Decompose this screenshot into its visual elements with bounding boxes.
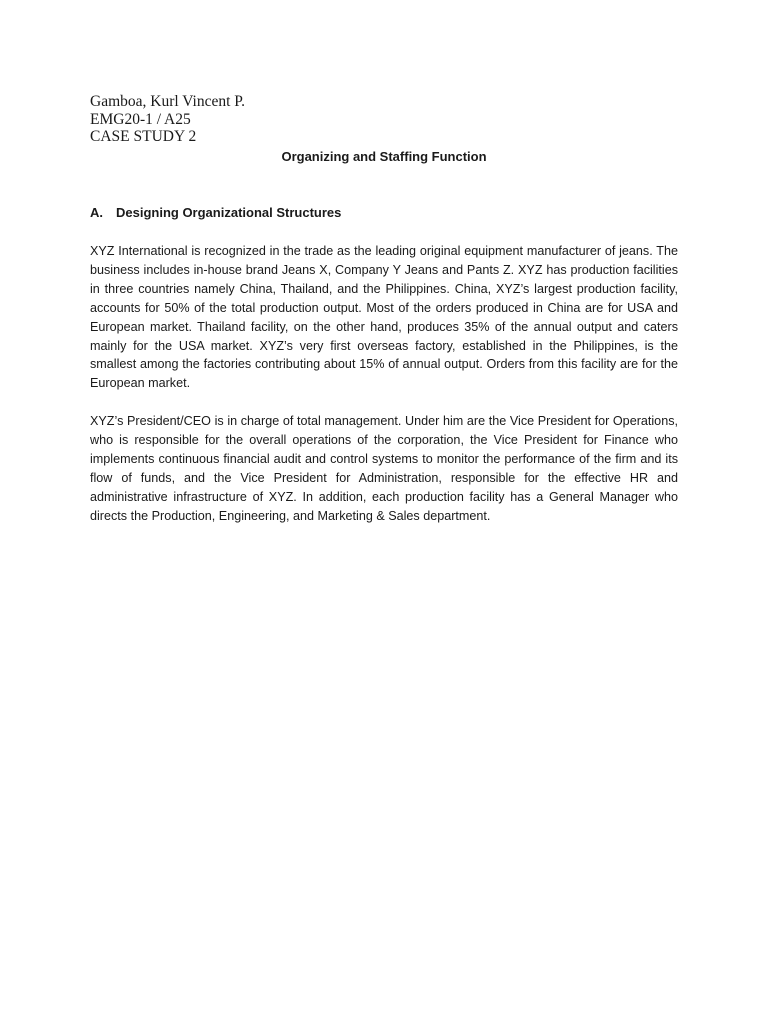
- document-header: [90, 93, 245, 146]
- author-name: Gamboa, Kurl Vincent P.: [90, 93, 246, 110]
- body-paragraph-2: XYZ’s President/CEO is in charge of total management. Under him are the Vice President for Operations, who is responsible for the overall operations of the corporation, the Vice President for Finance who implements continuous financial audit and control systems to monitor the performance of the firm and its flow of funds, and the Vice President for Administration, responsible for the effective HR and administrative infrastructure of XYZ. In addition, each production facility has a General Manager who directs the Production, Engineering, and Marketing & Sales department.: [90, 414, 678, 523]
- course-code: EMG20-1 / A25: [90, 110, 191, 128]
- section-heading-text: Designing Organizational Structures: [116, 205, 342, 220]
- document-title: Organizing and Staffing Function: [281, 149, 487, 164]
- section-heading: [90, 204, 341, 222]
- assignment-label: CASE STUDY 2: [90, 128, 197, 145]
- body-paragraph-1: XYZ International is recognized in the trade as the leading original equipment manufacturer of jeans. The business includes in-house brand Jeans X, Company Y Jeans and Pants Z. XYZ has production facilities in three countries namely China, Thailand, and the Philippines. China, XYZ’s largest production facility, accounts for 50% of the total production output. Most of the orders produced in China are for USA and European market. Thailand facility, on the other hand, produces 35% of the annual output and caters mainly for the USA market. XYZ’s very first overseas factory, established in the Philippines, is the smallest among the factories contributing about 15% of annual output. Orders from this facility are for the European market.: [90, 244, 678, 391]
- section-letter: A.: [90, 205, 103, 220]
